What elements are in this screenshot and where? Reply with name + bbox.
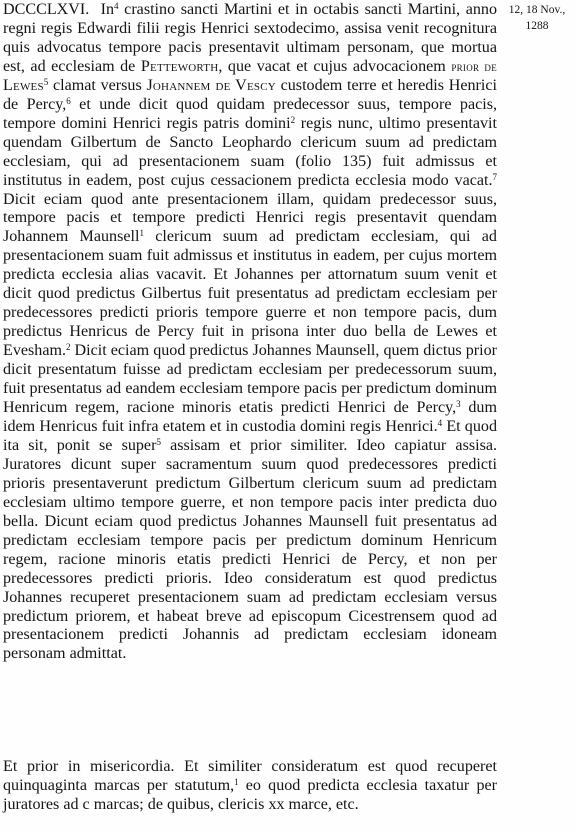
text-run: clericum suum ad predictam ecclesiam, qui ad presentacionem suam fuit admissus et institutus in eadem, per cujus mortem predicta ecclesia alias vacavit. Et Johannes per attornatum suum venit et dicit quod predictus Gilbertus fuit presentatus ad predictam ecclesiam per predecessores predicti prioris tempore guerre et non tempore pacis, dum predictus Henricus de Percy fuit in prisona inter duo bella de Lewes et Evesham. (3, 228, 497, 360)
footnote-marker: 4 (437, 417, 443, 428)
footnote-marker: 4 (114, 1, 119, 11)
footnote-marker: 7 (492, 171, 497, 182)
footnote-marker: 1 (139, 228, 144, 239)
text-run: Et prior in misericordia. Et similiter consideratum est quod recuperet quinquaginta marcas per statutum, (3, 758, 497, 794)
text-run: dum idem Henricus fuit infra etatem et in custodia domini regis Henrici. (3, 399, 497, 435)
text-run: Dicit eciam quod ante presentacionem illam, quidam predecessor suus, tempore pacis et tempore predicti Henrici regis presentavit quendam Johannem Maunsell (3, 190, 497, 246)
footnote-marker: 5 (156, 436, 161, 447)
text-run: regis nunc, ultimo presentavit quendam Gilbertum de Sancto Leophardo clericum suum ad predictam ecclesiam, qui ad presentacionem suam (folio 135) fuit admissus et institutus in eadem, post cujus cessacionem predicta ecclesia modo vacat. (3, 114, 497, 189)
text-run: , que vacat et cujus advocacionem (218, 57, 452, 75)
text-run: assisam et prior similiter. Ideo capiatur assisa. Juratores dicunt super sacramentum suum quod predecessores predicti prioris presentaverunt predictum Gilbertum clericum suum ad predictam ecclesiam ultimo tempore guerre, et non tempore pacis inter predicta duo bella. Dicunt eciam quod predictus Johannes Maunsell fuit presentatus ad predictam ecclesiam tempore pacis per predictum dominum Henricum regem, racione minoris etatis predicti Henrici de Percy, et non per predecessores predicti prioris. Ideo consideratum est quod predictus Johannes recuperet presentacionem suam ad predictam ecclesiam versus predictum priorem, et habeat breve ad episcopum Cicestrensem quod ad presentacionem predicti Johannis ad predictam ecclesiam idoneam personam admittat. (3, 436, 497, 663)
place-name: Lewes (3, 76, 44, 94)
footnote-marker: 2 (290, 114, 296, 125)
footnote-marker: 3 (456, 399, 461, 410)
text-run: custodem terre et heredis Henrici de Percy, (3, 76, 497, 113)
text-run: Dicit eciam quod predictus Johannes Maunsell, quem dictus prior dicit presentatum fuisse ad predictam ecclesiam per predecessorum suum, fuit presentatus ad eandem ecclesiam tempore pacis per predictum dominum Henricum regem, racione minoris etatis predicti Henrici de Percy, (3, 342, 497, 417)
footnote-marker: 5 (43, 76, 49, 87)
party-name: prior de (451, 58, 497, 74)
text-run: In (100, 1, 115, 18)
party-name: de (210, 76, 236, 94)
entry-number: DCCCLXVI. (3, 1, 90, 18)
margin-year: 1288 (525, 20, 549, 32)
text-run: Et quod ita sit, ponit se super (3, 417, 497, 454)
text-run: eo quod predicta ecclesia taxatur per juratores ad c marcas; de quibus, clericis xx marce, etc. (3, 776, 497, 813)
entry-paragraph (3, 1, 497, 664)
margin-date: 12, 18 Nov., (508, 4, 566, 16)
text-run: et unde dicit quod quidam predecessor suus, tempore pacis, tempore domini Henrici regis patris domini (3, 95, 497, 132)
footnote-marker: 1 (234, 776, 239, 787)
footnote-marker: 6 (66, 95, 71, 106)
margin-date-note (502, 2, 576, 34)
second-paragraph (3, 758, 497, 815)
party-name: Johannem (146, 76, 211, 94)
text-run: clamat versus (48, 76, 147, 94)
footnote-marker: 2 (66, 342, 71, 353)
text-run: crastino sancti Martini et in octabis sancti Martini, anno regni regis Edwardi filii regis Henrici sextodecimo, assisa venit recognitura quis advocatus tempore pacis presentavit ultimam personam, que mortua est, ad ecclesiam de (3, 1, 497, 75)
party-name: Vescy (235, 76, 276, 94)
place-name: Petteworth (140, 57, 219, 75)
